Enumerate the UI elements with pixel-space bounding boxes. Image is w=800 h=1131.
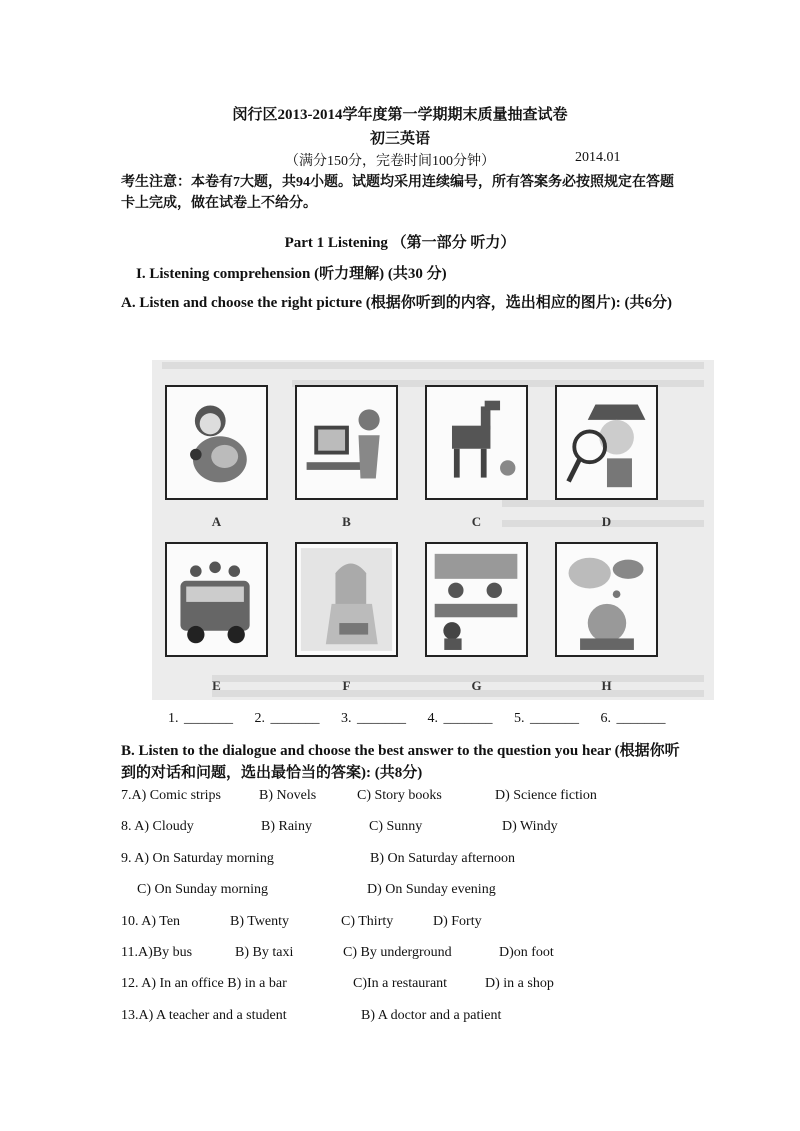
picture-label: H xyxy=(601,678,612,693)
option: C) Sunny xyxy=(369,819,423,834)
answer-blank: 5. _______ xyxy=(514,711,579,726)
exam-date: 2014.01 xyxy=(575,150,621,165)
exam-duration: （满分150分，完卷时间100分钟） xyxy=(285,154,495,169)
option: C) Thirty xyxy=(341,914,394,929)
crowded-bus-icon xyxy=(167,544,266,655)
option: D) Windy xyxy=(502,819,558,834)
picture-c xyxy=(425,385,528,500)
picture-label: G xyxy=(471,678,482,693)
option: C) By underground xyxy=(343,945,452,960)
option: B) By taxi xyxy=(235,945,294,960)
exam-notice: 考生注意：本卷有7大题，共94小题。试题均采用连续编号，所有答案务必按照规定在答题卡上完成，做在试卷上不给分。 xyxy=(121,175,674,211)
picture-label: E xyxy=(212,678,221,693)
answer-blank: 1. _______ xyxy=(168,711,233,726)
detective-magnifier-icon xyxy=(557,387,656,498)
picture-f xyxy=(295,542,398,657)
picture-label: F xyxy=(342,678,351,693)
picture-a xyxy=(165,385,268,500)
option: B) Rainy xyxy=(261,819,312,834)
option: 9. A) On Saturday morning xyxy=(121,851,274,866)
option: C)In a restaurant xyxy=(353,976,448,991)
picture-label: C xyxy=(471,514,482,529)
option: 8. A) Cloudy xyxy=(121,819,194,834)
option: B) Twenty xyxy=(230,914,290,929)
answer-blanks-row xyxy=(168,711,682,727)
answer-blank: 4. _______ xyxy=(427,711,493,726)
girl-hugging-dog-icon xyxy=(167,387,266,498)
answer-blank: 6. _______ xyxy=(600,711,666,726)
option: D)on foot xyxy=(499,945,554,960)
picture-g xyxy=(425,542,528,657)
picture-h xyxy=(555,542,658,657)
option: D) On Sunday evening xyxy=(367,882,496,897)
section-b-instruction: B. Listen to the dialogue and choose the best answer to the question you hear (根据你听到的对话和问题，选出最恰当的答案): (共8分) xyxy=(121,743,680,781)
picture-b xyxy=(295,385,398,500)
option: 7.A) Comic strips xyxy=(121,788,221,803)
option: 13.A) A teacher and a student xyxy=(121,1008,287,1023)
option: C) On Sunday morning xyxy=(137,882,269,897)
option: B) A doctor and a patient xyxy=(361,1008,502,1023)
option: B) On Saturday afternoon xyxy=(370,851,516,866)
girl-dreaming-icon xyxy=(557,544,656,655)
girl-reading-icon xyxy=(297,544,396,655)
girl-at-computer-icon xyxy=(297,387,396,498)
answer-blank: 2. _______ xyxy=(254,711,320,726)
option: 11.A)By bus xyxy=(121,945,193,960)
picture-label: A xyxy=(211,514,222,529)
picture-e xyxy=(165,542,268,657)
option: C) Story books xyxy=(357,788,442,803)
picture-d xyxy=(555,385,658,500)
option: 12. A) In an office B) in a bar xyxy=(121,976,287,991)
trojan-horse-icon xyxy=(427,387,526,498)
picture-label: B xyxy=(342,514,351,529)
option: D) Forty xyxy=(433,914,482,929)
option: B) Novels xyxy=(259,788,317,803)
part1-heading: Part 1 Listening （第一部分 听力） xyxy=(284,235,516,251)
people-at-counter-icon xyxy=(427,544,526,655)
section-a-instruction: A. Listen and choose the right picture (根据你听到的内容，选出相应的图片): (共6分) xyxy=(121,295,672,311)
exam-subject: 初三英语 xyxy=(369,131,430,147)
picture-label: D xyxy=(601,514,612,529)
option: D) Science fiction xyxy=(495,788,597,803)
option: 10. A) Ten xyxy=(121,914,181,929)
answer-blank: 3. _______ xyxy=(341,711,406,726)
picture-panel xyxy=(152,360,714,700)
exam-title: 闵行区2013-2014学年度第一学期期末质量抽查试卷 xyxy=(232,107,568,123)
option: D) in a shop xyxy=(485,976,554,991)
section-i-heading: I. Listening comprehension (听力理解) (共30 分) xyxy=(136,266,447,282)
